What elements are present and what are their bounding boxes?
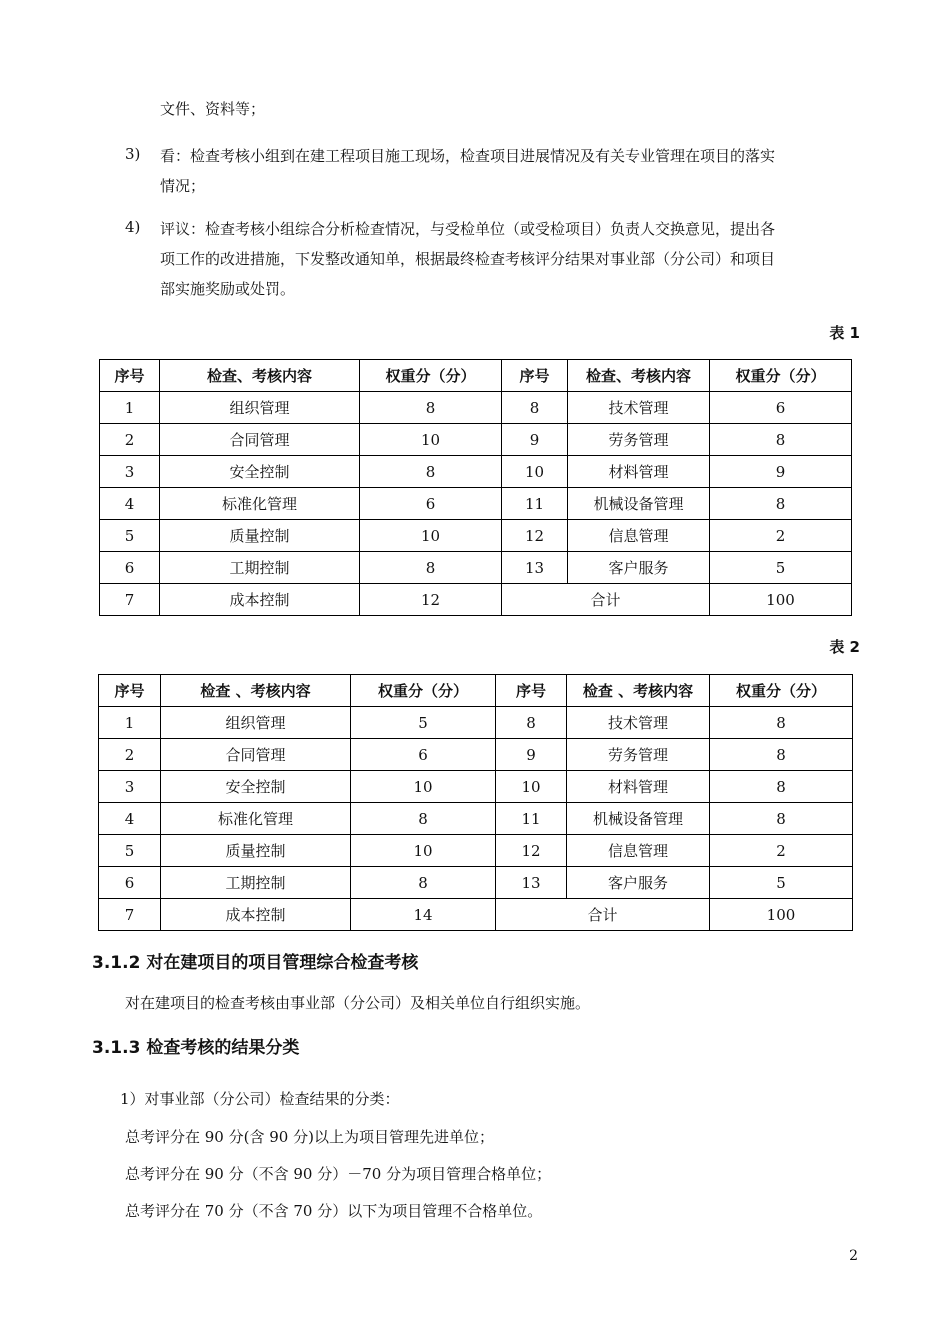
table-row <box>100 488 852 520</box>
section-heading-3-1-2: 3.1.2 对在建项目的项目管理综合检查考核 <box>92 953 419 973</box>
table-row <box>100 424 852 456</box>
table-cell: 机械设备管理 <box>567 803 710 835</box>
table-cell: 14 <box>351 899 496 931</box>
table-cell: 合同管理 <box>160 424 360 456</box>
table-cell: 质量控制 <box>161 835 351 867</box>
table-cell: 5 <box>99 835 161 867</box>
item-3-line-1: 看：检查考核小组到在建工程项目施工现场，检查项目进展情况及有关专业管理在项目的落实 <box>160 147 776 165</box>
table-cell: 9 <box>496 739 567 771</box>
table-cell: 3 <box>99 771 161 803</box>
table-cell: 5 <box>351 707 496 739</box>
table-cell: 8 <box>360 456 502 488</box>
table-cell: 8 <box>496 707 567 739</box>
header-cell: 权重分（分） <box>351 675 496 707</box>
table-cell: 机械设备管理 <box>568 488 710 520</box>
table-row <box>100 520 852 552</box>
table-cell: 12 <box>360 584 502 616</box>
table-row <box>99 739 853 771</box>
table-cell: 8 <box>710 803 853 835</box>
table-cell: 材料管理 <box>567 771 710 803</box>
table-cell: 8 <box>360 392 502 424</box>
table-cell: 8 <box>360 552 502 584</box>
header-cell: 序号 <box>496 675 567 707</box>
table-cell: 1 <box>100 392 160 424</box>
table-cell: 4 <box>99 803 161 835</box>
table-cell: 7 <box>100 584 160 616</box>
item-3-line-2: 情况； <box>160 177 206 195</box>
table-total-row <box>99 899 853 931</box>
table-1 <box>99 359 852 616</box>
table-cell: 成本控制 <box>160 584 360 616</box>
paragraph-continuation: 文件、资料等； <box>160 100 266 118</box>
header-cell: 序号 <box>99 675 161 707</box>
header-cell: 序号 <box>502 360 568 392</box>
table-cell: 工期控制 <box>161 867 351 899</box>
table-row <box>99 867 853 899</box>
table-row <box>100 552 852 584</box>
header-cell: 权重分（分） <box>710 675 853 707</box>
table-cell: 标准化管理 <box>160 488 360 520</box>
table-total-row <box>100 584 852 616</box>
table-cell: 11 <box>496 803 567 835</box>
table-cell: 质量控制 <box>160 520 360 552</box>
header-cell: 权重分（分） <box>710 360 852 392</box>
table-cell: 10 <box>502 456 568 488</box>
table-cell: 8 <box>710 488 852 520</box>
total-label-cell: 合计 <box>502 584 710 616</box>
item-4-line-3: 部实施奖励或处罚。 <box>160 280 296 298</box>
table-cell: 组织管理 <box>160 392 360 424</box>
header-cell: 检查、考核内容 <box>568 360 710 392</box>
table-cell: 2 <box>99 739 161 771</box>
table-cell: 技术管理 <box>567 707 710 739</box>
section-3-1-3-item-1: 1）对事业部（分公司）检查结果的分类： <box>120 1090 400 1108</box>
table-cell: 材料管理 <box>568 456 710 488</box>
table-cell: 8 <box>710 739 853 771</box>
table-row <box>99 835 853 867</box>
table-cell: 8 <box>351 803 496 835</box>
table-cell: 信息管理 <box>568 520 710 552</box>
table-cell: 8 <box>351 867 496 899</box>
table-cell: 2 <box>710 835 853 867</box>
table-cell: 8 <box>710 707 853 739</box>
table-cell: 成本控制 <box>161 899 351 931</box>
table-cell: 10 <box>351 835 496 867</box>
score-rule-line-2: 总考评分在 90 分（不含 90 分）－70 分为项目管理合格单位； <box>125 1165 552 1183</box>
table-cell: 12 <box>496 835 567 867</box>
header-cell: 检查 、考核内容 <box>161 675 351 707</box>
table-row <box>99 707 853 739</box>
header-cell: 检查 、考核内容 <box>567 675 710 707</box>
table-cell: 7 <box>99 899 161 931</box>
table-cell: 安全控制 <box>160 456 360 488</box>
table-cell: 5 <box>710 867 853 899</box>
header-cell: 序号 <box>100 360 160 392</box>
item-4-line-2: 项工作的改进措施，下发整改通知单，根据最终检查考核评分结果对事业部（分公司）和项目 <box>160 250 776 268</box>
table-cell: 信息管理 <box>567 835 710 867</box>
table-cell: 10 <box>496 771 567 803</box>
table-cell: 5 <box>710 552 852 584</box>
table-cell: 6 <box>710 392 852 424</box>
table-cell: 10 <box>351 771 496 803</box>
table-cell: 标准化管理 <box>161 803 351 835</box>
table-row <box>100 392 852 424</box>
header-cell: 检查、考核内容 <box>160 360 360 392</box>
table-row <box>99 771 853 803</box>
table-cell: 6 <box>99 867 161 899</box>
item-4-line-1: 评议：检查考核小组综合分析检查情况，与受检单位（或受检项目）负责人交换意见，提出各 <box>160 220 776 238</box>
table-cell: 6 <box>351 739 496 771</box>
table-cell: 11 <box>502 488 568 520</box>
score-rule-line-3: 总考评分在 70 分（不含 70 分）以下为项目管理不合格单位。 <box>125 1202 543 1220</box>
table-cell: 13 <box>502 552 568 584</box>
table-cell: 8 <box>502 392 568 424</box>
table-cell: 10 <box>360 520 502 552</box>
table-cell: 6 <box>100 552 160 584</box>
table-cell: 6 <box>360 488 502 520</box>
table-cell: 组织管理 <box>161 707 351 739</box>
item-number-4: 4) <box>125 218 141 236</box>
item-number-3: 3) <box>125 145 141 163</box>
total-value-cell: 100 <box>710 584 852 616</box>
table-cell: 工期控制 <box>160 552 360 584</box>
table-cell: 5 <box>100 520 160 552</box>
table-cell: 劳务管理 <box>568 424 710 456</box>
total-label-cell: 合计 <box>496 899 710 931</box>
section-heading-3-1-3: 3.1.3 检查考核的结果分类 <box>92 1038 300 1058</box>
table-cell: 1 <box>99 707 161 739</box>
table-header-row <box>99 675 853 707</box>
table-cell: 技术管理 <box>568 392 710 424</box>
table-row <box>100 456 852 488</box>
table-header-row <box>100 360 852 392</box>
header-cell: 权重分（分） <box>360 360 502 392</box>
table-cell: 12 <box>502 520 568 552</box>
score-rule-line-1: 总考评分在 90 分(含 90 分)以上为项目管理先进单位； <box>125 1128 494 1146</box>
table-cell: 3 <box>100 456 160 488</box>
page-number: 2 <box>849 1248 858 1264</box>
table-2 <box>98 674 853 931</box>
table-cell: 8 <box>710 424 852 456</box>
table-cell: 2 <box>710 520 852 552</box>
table-cell: 10 <box>360 424 502 456</box>
table-cell: 8 <box>710 771 853 803</box>
table-2-label: 表 2 <box>829 638 860 656</box>
table-cell: 9 <box>710 456 852 488</box>
table-cell: 合同管理 <box>161 739 351 771</box>
table-cell: 劳务管理 <box>567 739 710 771</box>
table-cell: 安全控制 <box>161 771 351 803</box>
total-value-cell: 100 <box>710 899 853 931</box>
table-1-label: 表 1 <box>829 324 860 342</box>
table-row <box>99 803 853 835</box>
table-cell: 客户服务 <box>568 552 710 584</box>
table-cell: 2 <box>100 424 160 456</box>
table-cell: 9 <box>502 424 568 456</box>
table-cell: 客户服务 <box>567 867 710 899</box>
table-cell: 4 <box>100 488 160 520</box>
section-3-1-2-body: 对在建项目的检查考核由事业部（分公司）及相关单位自行组织实施。 <box>125 994 591 1012</box>
table-cell: 13 <box>496 867 567 899</box>
